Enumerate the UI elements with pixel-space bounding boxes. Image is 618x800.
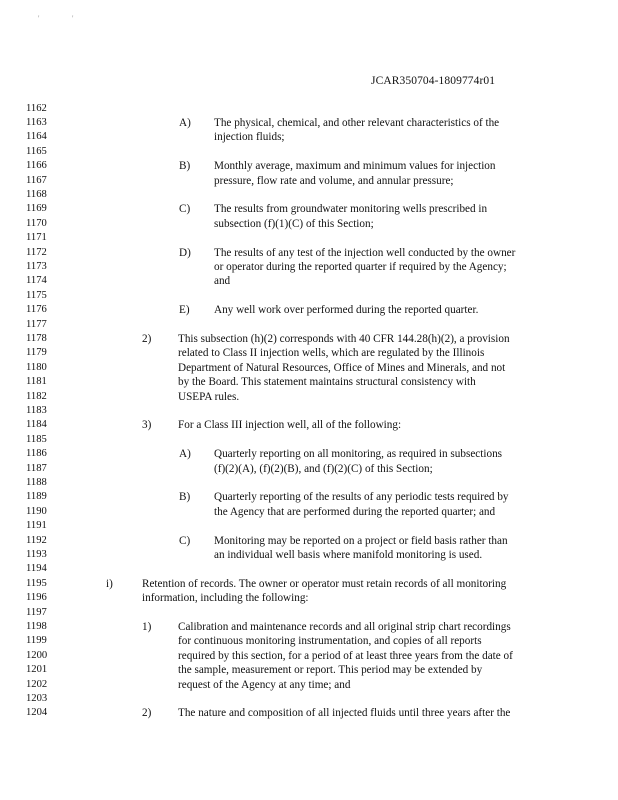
list-item-text-line: by the Board. This statement maintains structural consistency with (178, 376, 476, 389)
list-item-text-line: Calibration and maintenance records and all original strip chart recordings (178, 620, 511, 633)
line-number: 1177 (26, 318, 47, 330)
list-item-text-line: The nature and composition of all injected fluids until three years after the (178, 707, 511, 720)
list-item-text-line: an individual well basis where manifold monitoring is used. (214, 548, 483, 561)
list-item-text-line: injection fluids; (214, 131, 285, 144)
line-number: 1174 (26, 275, 47, 287)
line-number: 1190 (26, 505, 47, 517)
list-item-label: A) (179, 448, 191, 461)
list-item-text-line: the Agency that are performed during the reported quarter; and (214, 505, 496, 518)
line-number: 1164 (26, 131, 47, 143)
line-number: 1201 (26, 664, 48, 676)
line-number: 1173 (26, 260, 47, 272)
list-item-label: 2) (142, 332, 152, 345)
line-number: 1172 (26, 246, 47, 258)
list-item-label: 3) (142, 419, 152, 432)
line-number: 1162 (26, 102, 47, 114)
line-number: 1185 (26, 433, 47, 445)
line-number: 1200 (26, 649, 48, 661)
list-item-text-line: and (214, 275, 231, 288)
list-item-text-line: Department of Natural Resources, Office of Mines and Minerals, and not (178, 361, 506, 374)
list-item-text-line: related to Class II injection wells, which are regulated by the Illinois (178, 347, 485, 360)
list-item-text-line: required by this section, for a period of at least three years from the date of (178, 649, 513, 662)
list-item-text-line: for continuous monitoring instrumentation, and copies of all reports (178, 635, 482, 648)
list-item-label: E) (179, 304, 190, 317)
line-number: 1202 (26, 678, 48, 690)
line-number: 1163 (26, 116, 47, 128)
line-number: 1183 (26, 404, 47, 416)
list-item-label: B) (179, 160, 191, 173)
list-item-text-line: This subsection (h)(2) corresponds with 40 CFR 144.28(h)(2), a provision (178, 332, 510, 345)
list-item-label: i) (106, 577, 113, 590)
list-item-text-line: Quarterly reporting of the results of any periodic tests required by (214, 491, 509, 504)
list-item-text-line: Quarterly reporting on all monitoring, as required in subsections (214, 448, 503, 461)
list-item-text-line: request of the Agency at any time; and (178, 678, 351, 691)
list-item-label: B) (179, 491, 191, 504)
line-number: 1180 (26, 361, 47, 373)
line-number: 1168 (26, 188, 47, 200)
list-item-label: C) (179, 534, 191, 547)
line-number: 1170 (26, 217, 47, 229)
line-number: 1189 (26, 491, 47, 503)
line-number: 1167 (26, 174, 47, 186)
line-number: 1197 (26, 606, 47, 618)
list-item-text-line: pressure, flow rate and volume, and annular pressure; (214, 174, 454, 187)
line-number: 1181 (26, 376, 47, 388)
list-item-text-line: or operator during the reported quarter if required by the Agency; (214, 260, 507, 273)
line-number: 1165 (26, 145, 47, 157)
list-item-text-line: Monitoring may be reported on a project or field basis rather than (214, 534, 508, 547)
line-number: 1176 (26, 304, 47, 316)
line-number: 1171 (26, 232, 47, 244)
scan-speck: ' (72, 14, 74, 23)
line-number: 1179 (26, 347, 47, 359)
list-item-text-line: subsection (f)(1)(C) of this Section; (214, 217, 374, 230)
list-item-text-line: For a Class III injection well, all of the following: (178, 419, 402, 432)
line-number: 1191 (26, 520, 47, 532)
list-item-text-line: The physical, chemical, and other relevant characteristics of the (214, 116, 500, 129)
line-number: 1182 (26, 390, 47, 402)
line-number: 1166 (26, 160, 47, 172)
line-number: 1187 (26, 462, 47, 474)
line-number: 1199 (26, 635, 47, 647)
scan-speck: ' (38, 14, 40, 23)
line-number: 1184 (26, 419, 47, 431)
line-number: 1196 (26, 592, 47, 604)
line-number: 1198 (26, 620, 47, 632)
line-number: 1193 (26, 548, 47, 560)
line-number: 1186 (26, 448, 47, 460)
list-item-text-line: Monthly average, maximum and minimum values for injection (214, 160, 496, 173)
list-item-text-line: Any well work over performed during the reported quarter. (214, 304, 479, 317)
list-item-label: A) (179, 116, 191, 129)
line-number: 1194 (26, 563, 47, 575)
list-item-text-line: The results of any test of the injection well conducted by the owner (214, 246, 516, 259)
list-item-label: 2) (142, 707, 152, 720)
list-item-label: 1) (142, 620, 152, 633)
document-id-header: JCAR350704-1809774r01 (371, 75, 496, 87)
list-item-text-line: the sample, measurement or report. This period may be extended by (178, 664, 483, 677)
line-number: 1203 (26, 692, 48, 704)
line-number: 1192 (26, 534, 47, 546)
line-number: 1178 (26, 332, 47, 344)
list-item-label: D) (179, 246, 191, 259)
list-item-text-line: (f)(2)(A), (f)(2)(B), and (f)(2)(C) of this Section; (214, 462, 433, 475)
line-number: 1195 (26, 577, 47, 589)
line-number: 1175 (26, 289, 47, 301)
line-number: 1204 (26, 707, 48, 719)
line-number: 1169 (26, 203, 47, 215)
list-item-label: C) (179, 203, 191, 216)
list-item-text-line: information, including the following: (142, 592, 309, 605)
list-item-text-line: Retention of records. The owner or operator must retain records of all monitoring (142, 577, 507, 590)
list-item-text-line: The results from groundwater monitoring wells prescribed in (214, 203, 488, 216)
line-number: 1188 (26, 476, 47, 488)
list-item-text-line: USEPA rules. (178, 390, 240, 403)
